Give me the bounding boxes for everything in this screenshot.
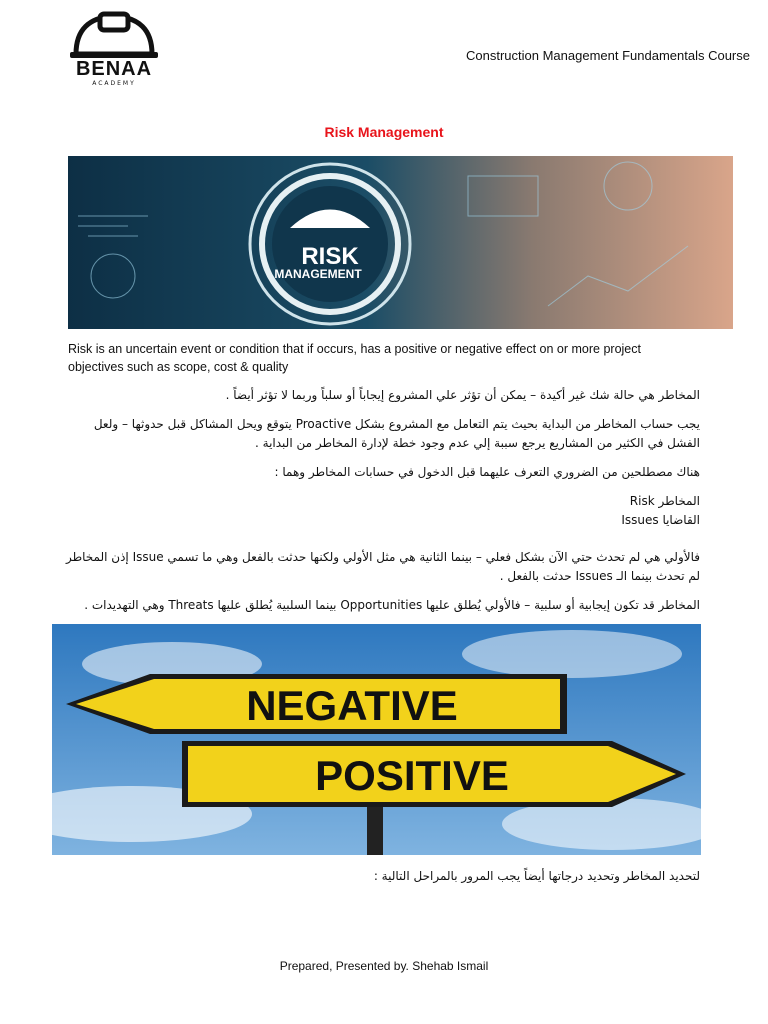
logo-subtitle: ACADEMY: [92, 80, 136, 87]
footer-credit: Prepared, Presented by. Shehab Ismail: [279, 959, 489, 973]
helmet-icon: [66, 8, 162, 60]
risk-management-banner: [68, 156, 733, 329]
course-header: Construction Management Fundamentals Course: [466, 48, 750, 63]
benaa-logo: [66, 8, 162, 92]
banner-management-text: MANAGEMENT: [274, 267, 362, 281]
negative-sign-text: NEGATIVE: [246, 682, 458, 729]
page-title: Risk Management: [324, 124, 444, 140]
arabic-paragraph-5: المخاطر قد تكون إيجابية أو سلبية – فالأولي يُطلق عليها Opportunities بينما السلبية يُطلق عليها Threats وهي التهديدات .: [84, 598, 700, 612]
negative-positive-signs-image: [52, 624, 701, 855]
risk-definition-english: Risk is an uncertain event or condition that if occurs, has a positive or negative effect on or more project objectives such as scope, cost & quality: [68, 342, 641, 374]
positive-sign-text: POSITIVE: [315, 752, 509, 799]
arabic-paragraph-4: فالأولي هي لم تحدث حتي الآن بشكل فعلي – بينما الثانية هي مثل الأولي ولكنها حدثت بالفعل وهي ما تسمي Issue إذن المخاطر لم تحدث بينما الـ Issues حدثت بالفعل .: [65, 550, 700, 583]
arabic-paragraph-3: هناك مصطلحين من الضروري التعرف عليهما قبل الدخول في حسابات المخاطر وهما :: [274, 465, 700, 479]
arabic-paragraph-6: لتحديد المخاطر وتحديد درجاتها أيضاً يجب المرور بالمراحل التالية :: [373, 869, 700, 883]
arabic-paragraph-2: يجب حساب المخاطر من البداية بحيث يتم التعامل مع المشروع بشكل Proactive يتوقع ويحل المشاكل قبل حدوثها – ولعل الفشل في الكثير من المشاريع يرجع سببة إلي عدم وجود خطة لإدارة المخاطر من البداية .: [93, 417, 700, 450]
banner-risk-text: RISK: [301, 243, 359, 270]
term-risk: المخاطر Risk: [629, 494, 700, 508]
arabic-paragraph-1: المخاطر هي حالة شك غير أكيدة – يمكن أن تؤثر علي المشروع إيجاباً أو سلباً وربما لا تؤثر أيضاً .: [225, 388, 700, 402]
logo-wordmark: BENAA: [75, 58, 153, 80]
term-issues: القاضايا Issues: [621, 513, 700, 527]
